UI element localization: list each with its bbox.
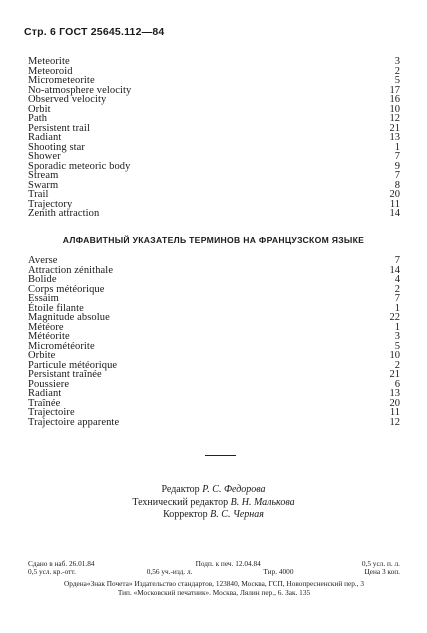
index-page-number: 1 <box>394 141 400 153</box>
index-page-number: 21 <box>389 369 400 380</box>
index-page-number: 13 <box>389 388 400 399</box>
index-term: Étoile filante <box>28 302 84 314</box>
credit-line-proofreader <box>0 509 427 522</box>
index-term: Poussiere <box>28 378 70 390</box>
index-entry <box>28 162 400 172</box>
credit-name: В. С. Черная <box>210 509 264 520</box>
index-term: Essaim <box>28 293 59 304</box>
credit-name: Р. С. Федорова <box>202 484 266 495</box>
index-page-number: 7 <box>394 293 400 304</box>
index-page-number: 3 <box>394 331 400 342</box>
index-entry <box>28 399 400 409</box>
index-entry <box>28 181 400 191</box>
index-term: Averse <box>28 255 58 266</box>
index-term: Zenith attraction <box>28 208 100 219</box>
index-page-number: 3 <box>394 56 400 67</box>
index-page-number: 2 <box>394 283 400 295</box>
index-page-number: 1 <box>394 321 400 333</box>
imprint-submitted: Сдано в наб. 26.01.84 <box>28 559 95 568</box>
index-term: Météorite <box>28 331 70 342</box>
imprint-publisher-sheets: 0,56 уч.-изд. л. <box>146 567 193 577</box>
index-term: Particule météorique <box>28 359 118 371</box>
index-page-number: 2 <box>394 65 400 77</box>
credit-role: Редактор <box>161 484 200 495</box>
index-term: Trail <box>28 189 49 200</box>
index-page-number: 1 <box>394 302 400 314</box>
index-entry <box>28 370 400 380</box>
index-term: Meteoroid <box>28 65 73 77</box>
index-page-number: 22 <box>389 312 400 323</box>
index-page-number: 9 <box>394 160 400 172</box>
index-page-number: 13 <box>389 132 400 143</box>
index-entry <box>28 57 400 67</box>
index-term: Orbit <box>28 103 51 115</box>
imprint-block <box>28 560 400 576</box>
index-page-number: 7 <box>394 255 400 266</box>
index-page-number: 8 <box>394 179 400 191</box>
index-term: Traînée <box>28 397 61 409</box>
index-entry <box>28 209 400 219</box>
index-page-number: 10 <box>389 103 400 115</box>
index-term: Observed velocity <box>28 94 107 105</box>
index-term: Persistant traînée <box>28 369 102 380</box>
index-page-number: 21 <box>389 122 400 134</box>
index-term: Sporadic meteoric body <box>28 160 131 172</box>
index-entry <box>28 105 400 115</box>
index-term: Shooting star <box>28 141 86 153</box>
publisher-block <box>24 580 404 597</box>
index-page-number: 12 <box>389 416 400 428</box>
index-page-number: 7 <box>394 170 400 181</box>
index-entry <box>28 95 400 105</box>
index-entry <box>28 124 400 134</box>
index-entry <box>28 285 400 295</box>
index-page-number: 12 <box>389 113 400 124</box>
index-term: Stream <box>28 170 59 181</box>
index-term: Meteorite <box>28 56 70 67</box>
index-term: Trajectoire apparente <box>28 416 120 428</box>
index-term: Swarm <box>28 179 59 191</box>
credit-role: Корректор <box>163 509 208 520</box>
index-term: Radiant <box>28 132 62 143</box>
credit-line-editor <box>0 484 427 497</box>
index-entry <box>28 266 400 276</box>
index-page-number: 11 <box>389 407 400 418</box>
imprint-print-run: Тир. 4000 <box>263 567 294 577</box>
index-term: Météore <box>28 321 64 333</box>
index-page-number: 6 <box>394 378 400 390</box>
index-entry <box>28 143 400 153</box>
index-term: Orbite <box>28 350 56 361</box>
imprint-signed: Подп. к печ. 12.04.84 <box>195 559 261 568</box>
index-term: Shower <box>28 151 61 162</box>
separator-rule <box>205 455 236 456</box>
index-page-number: 7 <box>394 151 400 162</box>
index-entry <box>28 418 400 428</box>
index-page-number: 5 <box>394 75 400 86</box>
index-page-number: 11 <box>389 198 400 210</box>
index-page-number: 20 <box>389 189 400 200</box>
index-entry <box>28 380 400 390</box>
printer-line: Тип. «Московский печатник». Москва, Лялин пер., 6. Зак. 135 <box>117 587 311 597</box>
index-term: Magnitude absolue <box>28 312 110 323</box>
index-term: No-atmosphere velocity <box>28 84 132 96</box>
french-index-title: АЛФАВИТНЫЙ УКАЗАТЕЛЬ ТЕРМИНОВ НА ФРАНЦУЗСКОМ ЯЗЫКЕ <box>62 235 365 245</box>
index-entry <box>28 389 400 399</box>
index-term: Trajectoire <box>28 407 75 418</box>
index-term: Corps météorique <box>28 283 105 295</box>
index-page-number: 20 <box>389 397 400 409</box>
index-term: Micrometeorite <box>28 75 95 86</box>
credit-role: Технический редактор <box>132 496 229 508</box>
english-term-index <box>28 57 400 219</box>
imprint-price: Цена 3 коп. <box>364 567 400 577</box>
credit-name: В. Н. Малькова <box>230 496 295 508</box>
index-term: Radiant <box>28 388 62 399</box>
index-page-number: 17 <box>389 84 400 96</box>
imprint-print-sheets: 0,5 усл. п. л. <box>361 559 400 568</box>
imprint-color-proofs: 0,5 усл. кр.-отт. <box>28 567 76 577</box>
credits-block <box>0 484 427 522</box>
index-entry <box>28 313 400 323</box>
index-page-number: 10 <box>389 350 400 361</box>
index-page-number: 14 <box>389 208 400 219</box>
credit-line-tech-editor <box>0 497 427 510</box>
page-header: Стр. 6 ГОСТ 25645.112—84 <box>24 26 165 38</box>
index-term: Bolide <box>28 274 57 285</box>
imprint-row <box>28 560 400 568</box>
index-entry <box>28 342 400 352</box>
index-entry <box>28 323 400 333</box>
index-term: Trajectory <box>28 198 73 210</box>
index-term: Attraction zénithale <box>28 264 114 276</box>
index-entry <box>28 171 400 181</box>
index-page-number: 14 <box>389 264 400 276</box>
imprint-row <box>28 568 400 576</box>
index-page-number: 16 <box>389 94 400 105</box>
french-term-index <box>28 256 400 427</box>
index-page-number: 2 <box>394 359 400 371</box>
index-page-number: 5 <box>394 340 400 352</box>
index-entry <box>28 190 400 200</box>
index-page-number: 4 <box>394 274 400 285</box>
index-term: Micrométéorite <box>28 340 95 352</box>
publisher-line: Ордена«Знак Почета» Издательство стандартов, 123840, Москва, ГСП, Новопресненский пер., 3 <box>64 579 364 588</box>
index-term: Persistent trail <box>28 122 90 134</box>
index-term: Path <box>28 113 48 124</box>
